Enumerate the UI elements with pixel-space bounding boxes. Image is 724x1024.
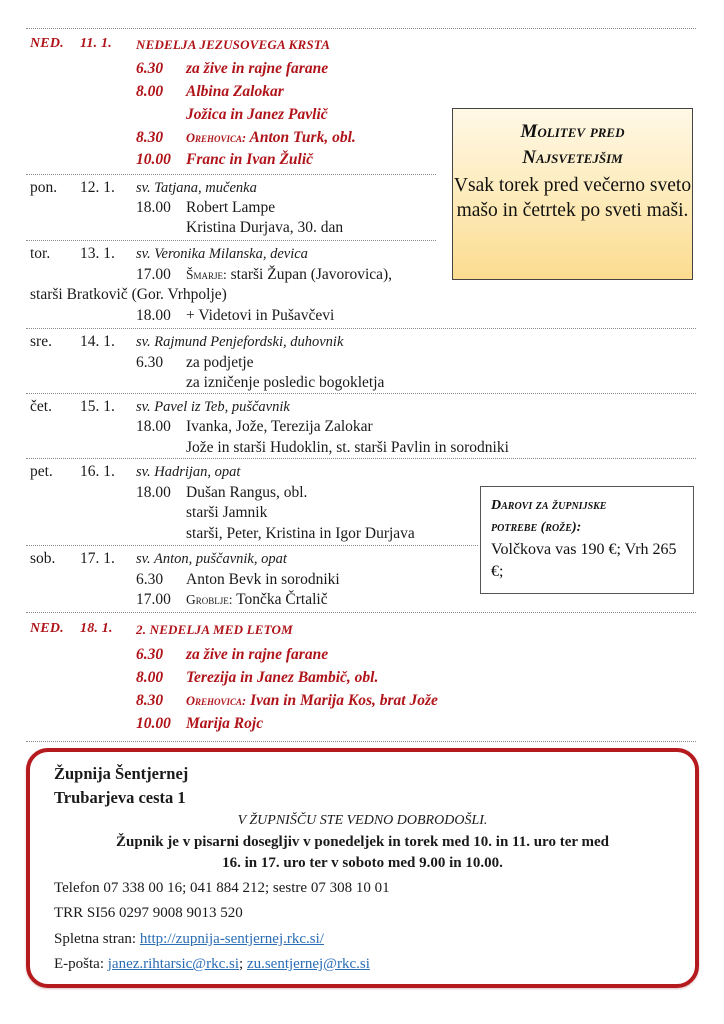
mass-intention: Marija Rojc (186, 715, 264, 732)
mass-intention: Kristina Durjava, 30. dan (186, 219, 344, 236)
separator (26, 28, 696, 29)
day-label: tor. (30, 245, 51, 262)
separator (26, 612, 696, 613)
mass-intention: Jože in starši Hudoklin, st. starši Pavlin in sorodniki (186, 439, 509, 456)
mass-intention: Ivanka, Jože, Terezija Zalokar (186, 418, 373, 435)
day-label: NED. (30, 621, 64, 636)
website-line (54, 931, 324, 948)
mass-intention: Anton Bevk in sorodniki (186, 571, 340, 588)
day-label: sob. (30, 550, 56, 567)
day-label: pon. (30, 179, 58, 196)
mass-intention: za izničenje posledic bogokletja (186, 374, 385, 391)
saint-name: sv. Tatjana, mučenka (136, 180, 257, 196)
adoration-title-line2: Najsvetejšim (522, 147, 623, 168)
contact-info-frame (26, 748, 699, 988)
date-label: 16. 1. (80, 463, 115, 480)
day-label: NED. (30, 36, 64, 51)
email-label: E-pošta: (54, 956, 108, 972)
mass-time: 18.00 (136, 484, 171, 501)
mass-intention: Dušan Rangus, obl. (186, 484, 308, 501)
welcome-text: V ŽUPNIŠČU STE VEDNO DOBRODOŠLI. (237, 813, 488, 828)
mass-intention: za podjetje (186, 354, 254, 371)
mass-time: 18.00 (136, 307, 171, 324)
mass-intention: starši Jamnik (186, 504, 268, 521)
mass-intention (186, 692, 438, 710)
day-label: sre. (30, 333, 52, 350)
mass-intention: starši Bratkovič (Gor. Vrhpolje) (30, 286, 227, 303)
date-label: 12. 1. (80, 179, 115, 196)
saint-name: sv. Pavel iz Teb, puščavnik (136, 399, 290, 415)
mass-time: 8.30 (136, 692, 164, 709)
parish-address: Trubarjeva cesta 1 (54, 788, 186, 807)
mass-time: 8.00 (136, 669, 164, 686)
email-separator: ; (239, 956, 247, 972)
separator (26, 174, 436, 175)
saint-name: sv. Rajmund Penjefordski, duhovnik (136, 334, 344, 350)
mass-location: Orehovica: (186, 694, 247, 708)
mass-time: 6.30 (136, 571, 164, 588)
mass-intention (186, 129, 356, 147)
mass-intention: Robert Lampe (186, 199, 276, 216)
email-link-2[interactable]: zu.sentjernej@rkc.si (246, 956, 370, 972)
mass-intention-text: starši Župan (Javorovica), (230, 266, 393, 283)
mass-intention: Jožica in Janez Pavlič (186, 106, 328, 123)
mass-time: 18.00 (136, 418, 171, 435)
parish-name: Župnija Šentjernej (54, 764, 189, 783)
date-label: 15. 1. (80, 398, 115, 415)
mass-time: 6.30 (136, 354, 164, 371)
mass-intention-text: Ivan in Marija Kos, brat Jože (250, 692, 438, 709)
mass-time: 6.30 (136, 646, 164, 663)
separator (26, 741, 696, 742)
separator (26, 240, 436, 241)
donations-body: Volčkova vas 190 €; Vrh 265 €; (491, 541, 677, 580)
adoration-body: Vsak torek pred večerno sveto mašo in četrtek po sveti maši. (453, 175, 692, 221)
day-label: čet. (30, 398, 52, 415)
adoration-notice-box (452, 108, 693, 280)
donations-box (480, 486, 694, 594)
email-link-1[interactable]: janez.rihtarsic@rkc.si (107, 956, 240, 972)
separator (26, 328, 696, 329)
date-label: 17. 1. (80, 550, 115, 567)
date-label: 18. 1. (80, 621, 113, 636)
saint-name: sv. Hadrijan, opat (136, 464, 241, 480)
office-hours-line1: Župnik je v pisarni dosegljiv v ponedeljek in torek med 10. in 11. uro ter med (116, 834, 609, 850)
date-label: 11. 1. (80, 36, 112, 51)
mass-intention: za žive in rajne farane (186, 60, 329, 77)
day-label: pet. (30, 463, 53, 480)
mass-location: Šmarje: (186, 267, 227, 282)
mass-intention: starši, Peter, Kristina in Igor Durjava (186, 525, 415, 542)
mass-location: Groblje: (186, 592, 233, 607)
mass-time: 17.00 (136, 266, 171, 283)
mass-location: Orehovica: (186, 131, 247, 145)
mass-time: 8.00 (136, 83, 164, 100)
office-hours-line2: 16. in 17. uro ter v soboto med 9.00 in 10.00. (222, 855, 503, 871)
saint-name: sv. Veronika Milanska, devica (136, 246, 308, 262)
mass-time: 8.30 (136, 129, 164, 146)
mass-intention: Terezija in Janez Bambič, obl. (186, 669, 379, 686)
mass-intention-text: Anton Turk, obl. (249, 129, 356, 146)
mass-intention: Albina Zalokar (186, 83, 284, 100)
phone-numbers: Telefon 07 338 00 16; 041 884 212; sestre 07 308 10 01 (54, 880, 390, 896)
mass-time: 10.00 (136, 151, 171, 168)
website-link[interactable]: http://zupnija-sentjernej.rkc.si/ (139, 931, 324, 947)
saint-name: sv. Anton, puščavnik, opat (136, 551, 287, 567)
separator (26, 545, 478, 546)
mass-intention: Franc in Ivan Žulič (186, 151, 314, 168)
mass-intention: za žive in rajne farane (186, 646, 329, 663)
feast-title: 2. NEDELJA MED LETOM (136, 622, 293, 637)
mass-intention (186, 264, 392, 286)
bank-account: TRR SI56 0297 9008 9013 520 (54, 905, 243, 921)
mass-time: 6.30 (136, 60, 164, 77)
website-label: Spletna stran: (54, 931, 140, 947)
mass-time: 18.00 (136, 199, 171, 216)
mass-time: 17.00 (136, 591, 171, 608)
email-line (54, 956, 370, 973)
date-label: 14. 1. (80, 333, 115, 350)
donations-title-line1: Darovi za župnijske (491, 498, 607, 513)
mass-intention: + Videtovi in Pušavčevi (186, 307, 335, 324)
donations-title-line2: potrebe (rože): (491, 520, 582, 535)
date-label: 13. 1. (80, 245, 115, 262)
mass-intention-text: Tončka Črtalič (236, 591, 328, 608)
mass-intention (186, 589, 328, 611)
adoration-title-line1: Molitev pred (520, 121, 625, 142)
feast-title: NEDELJA JEZUSOVEGA KRSTA (136, 37, 331, 52)
mass-time: 10.00 (136, 715, 171, 732)
